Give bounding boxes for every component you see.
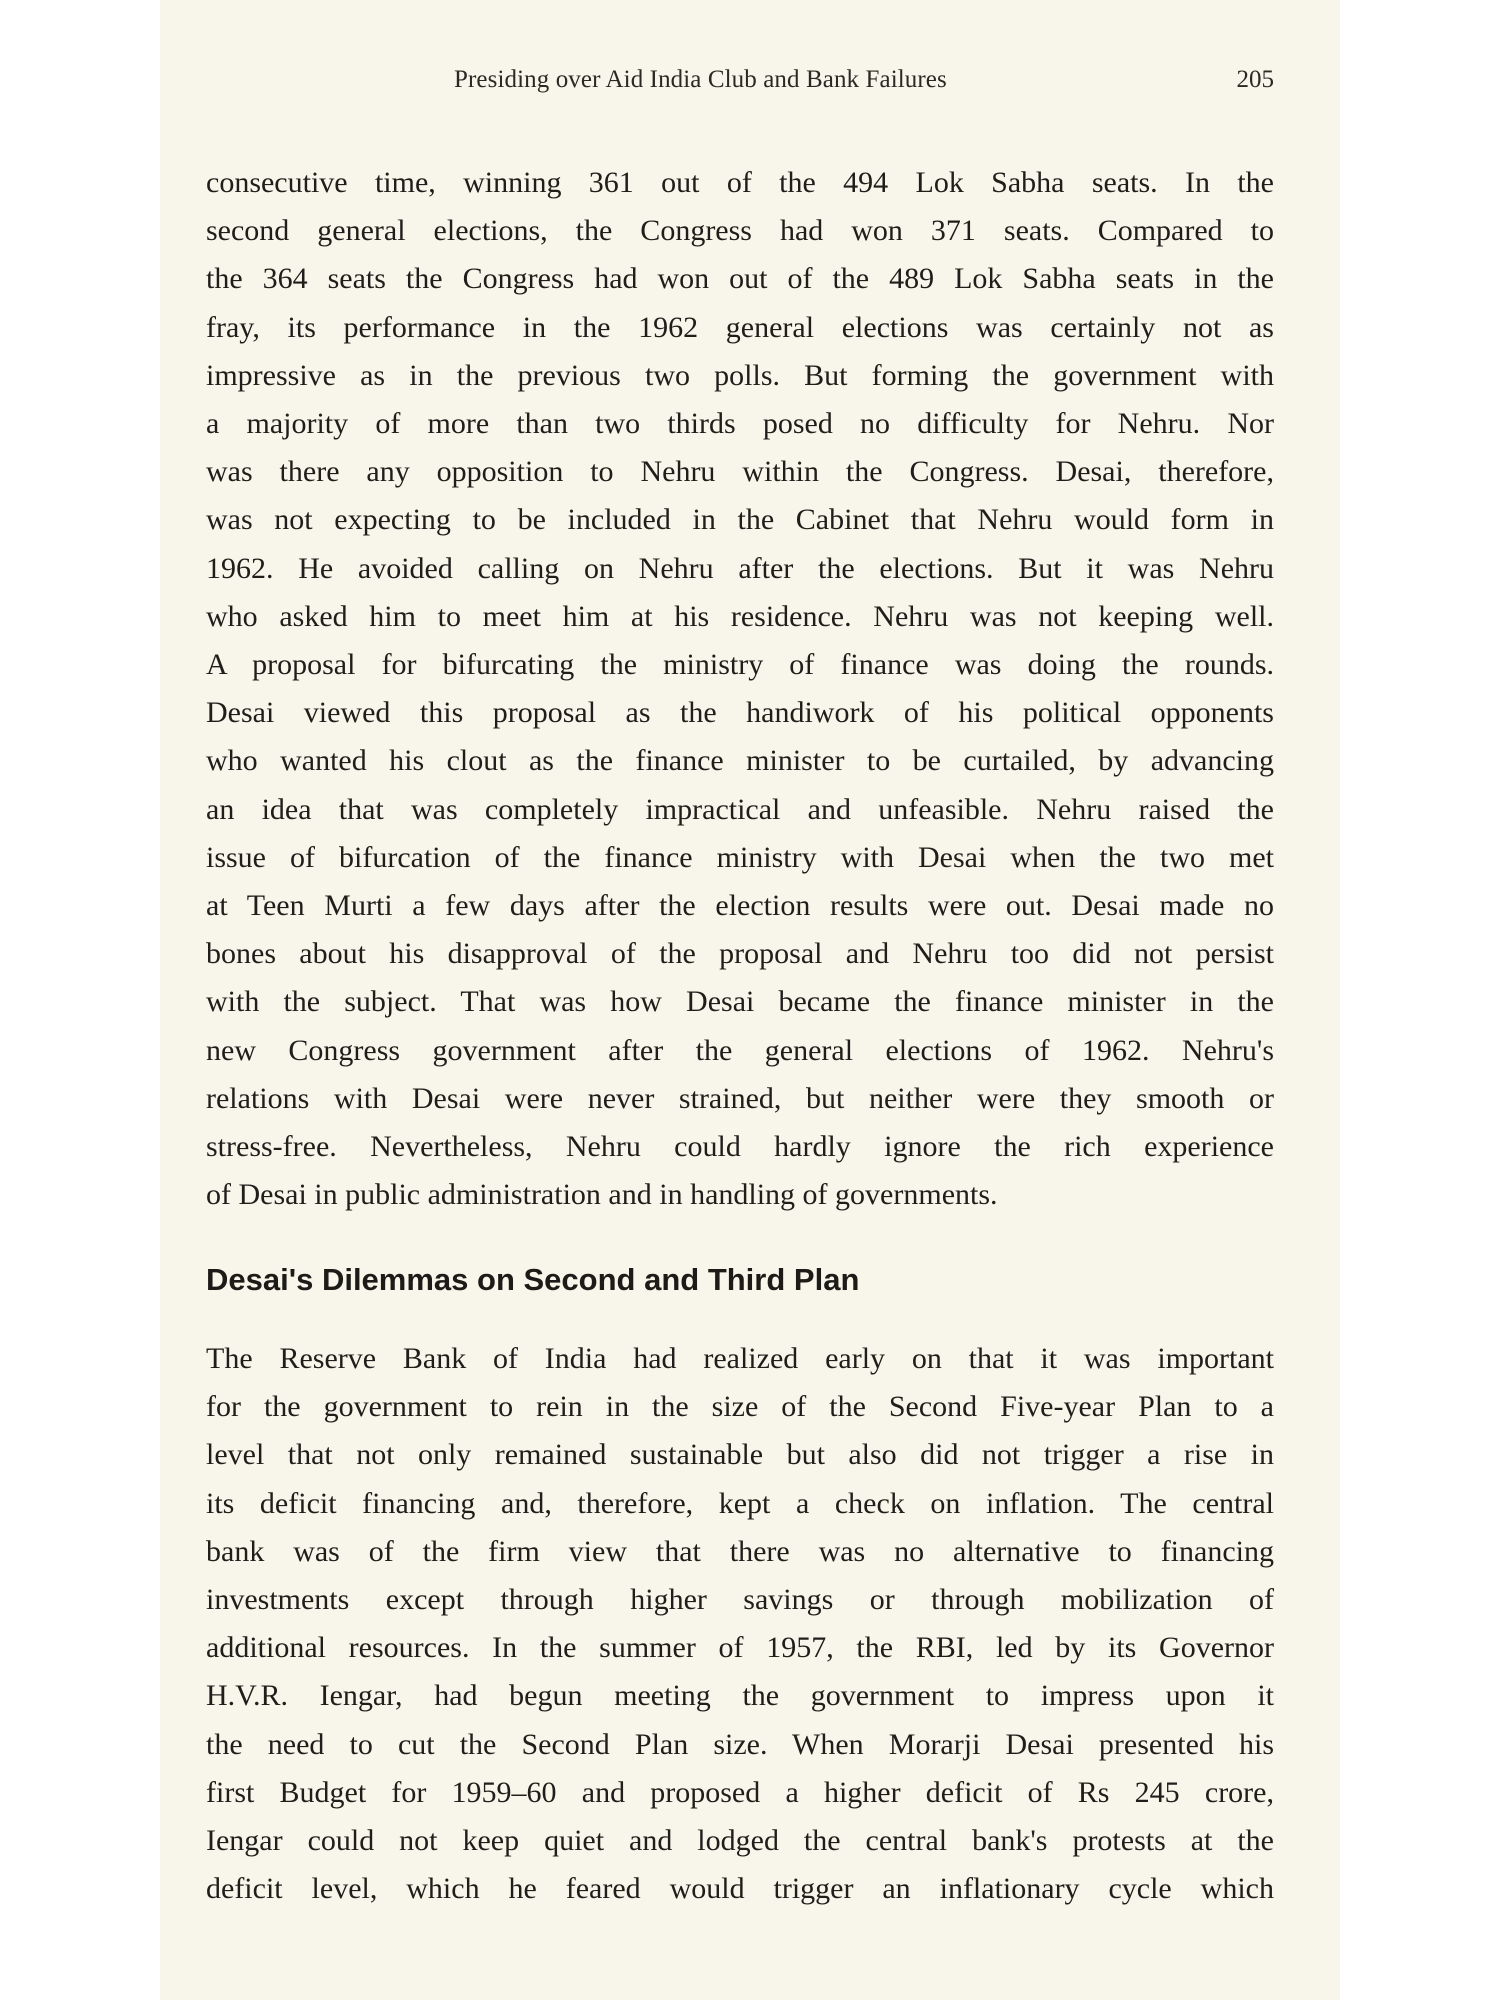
text-line: its deficit financing and, therefore, kept a check on inflation. The central [206,1486,1274,1520]
text-line: at Teen Murti a few days after the election results were out. Desai made no [206,889,1274,923]
text-line: bank was of the firm view that there was no alternative to financing [206,1534,1274,1568]
text-line: first Budget for 1959–60 and proposed a higher deficit of Rs 245 crore, [206,1775,1274,1809]
text-line: was not expecting to be included in the Cabinet that Nehru would form in [206,503,1274,537]
text-line: stress-free. Nevertheless, Nehru could hardly ignore the rich experience [206,1130,1274,1164]
text-line: who asked him to meet him at his residence. Nehru was not keeping well. [206,599,1274,633]
text-line: with the subject. That was how Desai became the finance minister in the [206,985,1274,1019]
text-line: investments except through higher savings or through mobilization of [206,1583,1274,1617]
text-line: A proposal for bifurcating the ministry of finance was doing the rounds. [206,648,1274,682]
text-line: bones about his disapproval of the proposal and Nehru too did not persist [206,937,1274,971]
text-line: second general elections, the Congress had won 371 seats. Compared to [206,214,1274,248]
section-heading: Desai's Dilemmas on Second and Third Plan [206,1262,860,1297]
text-line: additional resources. In the summer of 1957, the RBI, led by its Governor [206,1631,1274,1665]
page-number: 205 [1236,66,1274,93]
text-line: fray, its performance in the 1962 general elections was certainly not as [206,310,1274,344]
text-line: the need to cut the Second Plan size. When Morarji Desai presented his [206,1727,1274,1761]
text-line: an idea that was completely impractical and unfeasible. Nehru raised the [206,792,1274,826]
text-line: Desai viewed this proposal as the handiwork of his political opponents [206,696,1274,730]
text-line: for the government to rein in the size of the Second Five-year Plan to a [206,1390,1274,1424]
text-line: The Reserve Bank of India had realized early on that it was important [206,1342,1274,1375]
text-line: who wanted his clout as the finance minister to be curtailed, by advancing [206,744,1274,778]
body-paragraph-1 [206,159,1274,1219]
text-line: deficit level, which he feared would trigger an inflationary cycle which [206,1872,1274,1906]
body-paragraph-2 [206,1335,1274,1913]
text-line: of Desai in public administration and in handling of governments. [206,1178,998,1212]
text-line: Iengar could not keep quiet and lodged the central bank's protests at the [206,1824,1274,1858]
text-line: H.V.R. Iengar, had begun meeting the government to impress upon it [206,1679,1274,1713]
text-line: level that not only remained sustainable but also did not trigger a rise in [206,1438,1274,1472]
running-title: Presiding over Aid India Club and Bank Failures [454,66,947,93]
text-line: a majority of more than two thirds posed no difficulty for Nehru. Nor [206,407,1274,441]
text-line: relations with Desai were never strained, but neither were they smooth or [206,1081,1274,1115]
text-line: impressive as in the previous two polls. But forming the government with [206,358,1274,392]
text-line: issue of bifurcation of the finance ministry with Desai when the two met [206,840,1274,874]
running-header [160,66,1340,106]
text-line: was there any opposition to Nehru within the Congress. Desai, therefore, [206,455,1274,489]
book-page [160,0,1340,2000]
text-line: 1962. He avoided calling on Nehru after the elections. But it was Nehru [206,551,1274,585]
text-line: the 364 seats the Congress had won out of the 489 Lok Sabha seats in the [206,262,1274,296]
text-line: new Congress government after the general elections of 1962. Nehru's [206,1033,1274,1067]
text-line: consecutive time, winning 361 out of the 494 Lok Sabha seats. In the [206,166,1274,199]
